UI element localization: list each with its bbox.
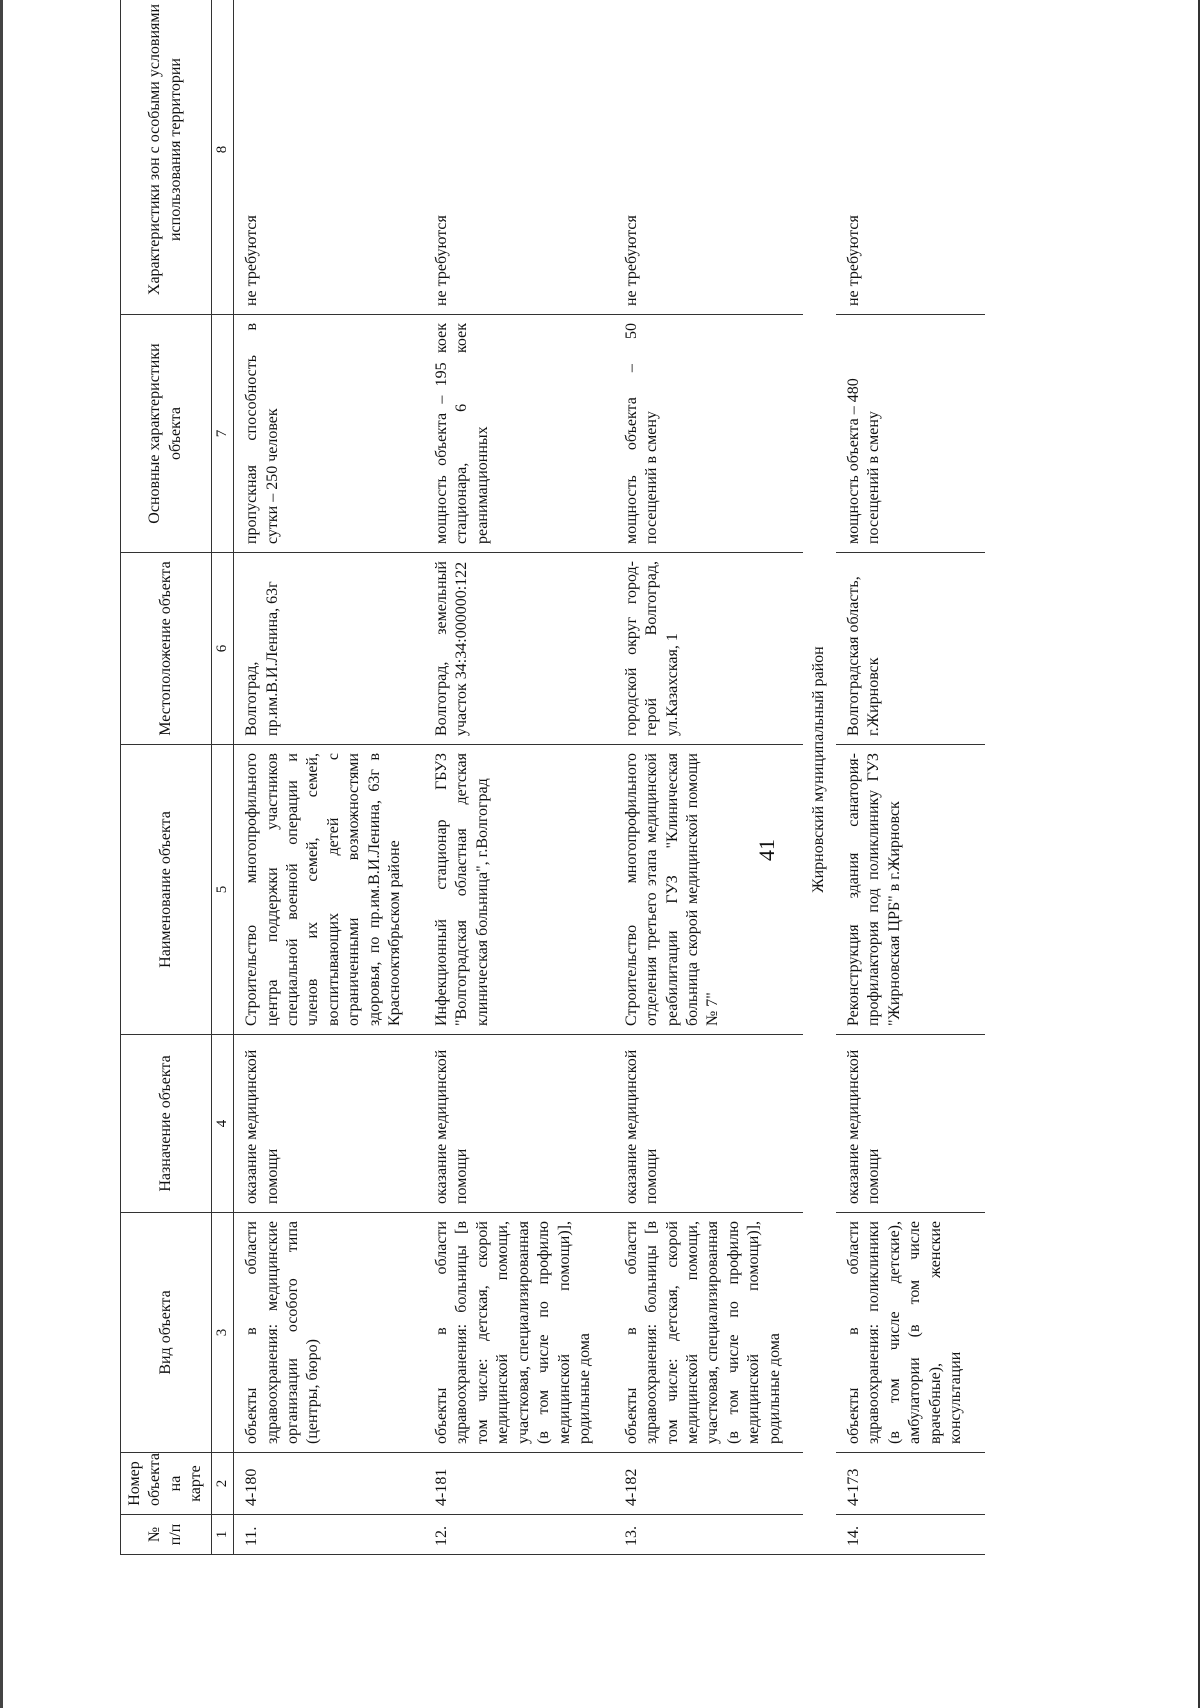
header-cell: Наименование объекта xyxy=(121,745,212,1035)
page-number: 41 xyxy=(754,839,779,861)
column-number: 3 xyxy=(211,1213,233,1453)
map-number: 4-180 xyxy=(234,1453,424,1515)
object-characteristics: мощность объекта – 480 посещений в смену xyxy=(836,315,985,553)
section-row xyxy=(803,0,835,1555)
column-number: 8 xyxy=(211,0,233,315)
header-cell: № п/п xyxy=(121,1515,212,1555)
object-location: городской округ город-герой Волгоград, ул.Казахская, 1 xyxy=(614,553,804,745)
object-characteristics: мощность объекта – 195 коек стационара, 6 коек реанимационных xyxy=(424,315,614,553)
object-type: объекты в области здравоохранения: поликлиники (в том числе детские), амбулатории (в том числе врачебные), женские консультации xyxy=(836,1213,985,1453)
column-number: 4 xyxy=(211,1035,233,1213)
column-number: 1 xyxy=(211,1515,233,1555)
object-name: Реконструкция здания санатория-профилактория под поликлинику ГУЗ "Жирновская ЦРБ" в г.Жирновск xyxy=(836,745,985,1035)
object-name: Строительство многопрофильного центра поддержки участников специальной военной операции и членов их семей, семей, воспитывающих детей с ограниченными возможностями здоровья, по пр.им.В.И.Ленина, 63г в Краснооктябрьском районе xyxy=(234,745,424,1035)
header-row xyxy=(121,0,212,1555)
table-row xyxy=(424,0,614,1555)
table-row xyxy=(836,0,985,1555)
map-number: 4-173 xyxy=(836,1453,985,1515)
column-number-row xyxy=(211,0,233,1555)
rotated-table-container xyxy=(120,0,1070,1555)
object-location: Волгоград, пр.им.В.И.Ленина, 63г xyxy=(234,553,424,745)
object-name: Строительство многопрофильного отделения третьего этапа медицинской реабилитации ГУЗ "Клиническая больница скорой медицинской помощи № 7" xyxy=(614,745,804,1035)
header-cell: Вид объекта xyxy=(121,1213,212,1453)
object-purpose: оказание медицинской помощи xyxy=(234,1035,424,1213)
section-title: Жирновский муниципальный район xyxy=(803,0,835,1555)
object-type: объекты в области здравоохранения: больницы [в том числе: детская, скорой медицинской помощи, участковая, специализированная (в том числе по профилю медицинской помощи)], родильные дома xyxy=(424,1213,614,1453)
header-cell: Назначение объекта xyxy=(121,1035,212,1213)
object-type: объекты в области здравоохранения: медицинские организации особого типа (центры, бюро) xyxy=(234,1213,424,1453)
zone-characteristics: не требуются xyxy=(424,0,614,315)
object-purpose: оказание медицинской помощи xyxy=(424,1035,614,1213)
header-cell: Основные характеристики объекта xyxy=(121,315,212,553)
zone-characteristics: не требуются xyxy=(614,0,804,315)
object-characteristics: мощность объекта – 50 посещений в смену xyxy=(614,315,804,553)
map-number: 4-181 xyxy=(424,1453,614,1515)
header-cell: Местоположение объекта xyxy=(121,553,212,745)
object-type: объекты в области здравоохранения: больницы [в том числе: детская, скорой медицинской помощи, участковая, специализированная (в том числе по профилю медицинской помощи)], родильные дома xyxy=(614,1213,804,1453)
header-cell: Номер объекта на карте xyxy=(121,1453,212,1515)
objects-table xyxy=(120,0,985,1555)
row-index: 13. xyxy=(614,1515,804,1555)
scan-left-edge xyxy=(0,0,3,1708)
zone-characteristics: не требуются xyxy=(836,0,985,315)
table-row xyxy=(614,0,804,1555)
object-purpose: оказание медицинской помощи xyxy=(836,1035,985,1213)
column-number: 6 xyxy=(211,553,233,745)
row-index: 12. xyxy=(424,1515,614,1555)
map-number: 4-182 xyxy=(614,1453,804,1515)
column-number: 2 xyxy=(211,1453,233,1515)
column-number: 7 xyxy=(211,315,233,553)
zone-characteristics: не требуются xyxy=(234,0,424,315)
object-purpose: оказание медицинской помощи xyxy=(614,1035,804,1213)
row-index: 14. xyxy=(836,1515,985,1555)
object-location: Волгоград, земельный участок 34:34:000000:122 xyxy=(424,553,614,745)
row-index: 11. xyxy=(234,1515,424,1555)
header-cell: Характеристики зон с особыми условиями использования территории xyxy=(121,0,212,315)
column-number: 5 xyxy=(211,745,233,1035)
object-location: Волгоградская область, г.Жирновск xyxy=(836,553,985,745)
object-characteristics: пропускная способность в сутки – 250 человек xyxy=(234,315,424,553)
object-name: Инфекционный стационар ГБУЗ "Волгоградская областная детская клиническая больница", г.Волгоград xyxy=(424,745,614,1035)
table-row xyxy=(234,0,424,1555)
